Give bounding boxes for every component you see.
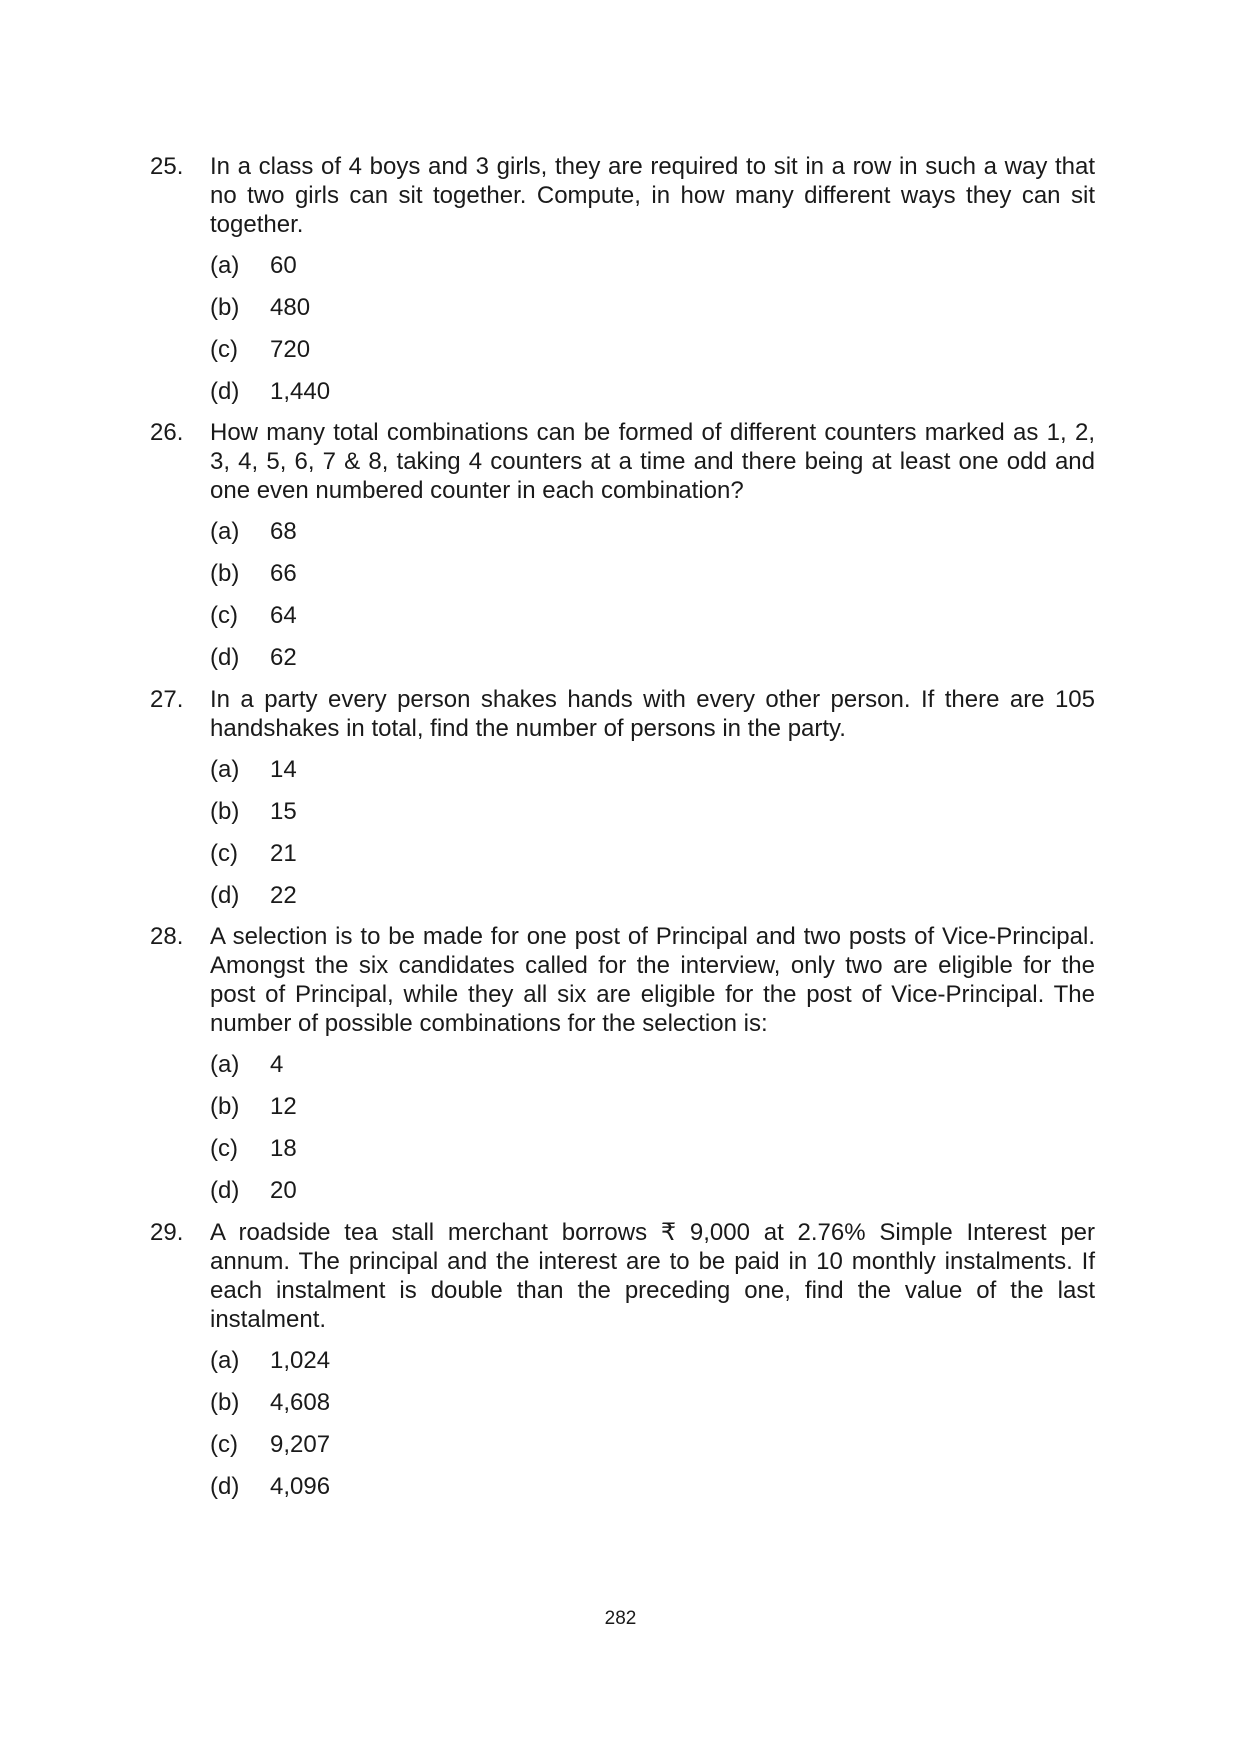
question-number: 25. xyxy=(150,153,184,180)
question-25 xyxy=(150,152,1095,419)
option-value: 20 xyxy=(270,1177,297,1204)
option-value: 1,024 xyxy=(270,1347,331,1374)
option-value: 4,096 xyxy=(270,1473,331,1500)
option-list xyxy=(210,1050,1095,1218)
question-header xyxy=(150,922,1095,1038)
option-a xyxy=(210,1346,1095,1388)
option-value: 21 xyxy=(270,840,297,867)
option-d xyxy=(210,1472,1095,1514)
question-text: A roadside tea stall merchant borrows ₹ 9,000 at 2.76% Simple Interest per annum. The principal and the interest are to be paid in 10 monthly instalments. If each instalment is double than the preceding one, find the value of the last instalment. xyxy=(210,1219,1095,1333)
option-label: (b) xyxy=(210,1389,240,1416)
option-value: 60 xyxy=(270,252,297,279)
question-text: In a party every person shakes hands with every other person. If there are 105 handshakes in total, find the number of persons in the party. xyxy=(210,686,1095,742)
option-c xyxy=(210,1134,1095,1176)
question-26 xyxy=(150,418,1095,685)
option-value: 64 xyxy=(270,602,297,629)
option-label: (d) xyxy=(210,378,240,405)
question-number: 27. xyxy=(150,686,184,713)
question-number: 28. xyxy=(150,923,184,950)
option-d xyxy=(210,1176,1095,1218)
option-b xyxy=(210,1388,1095,1430)
option-list xyxy=(210,251,1095,419)
option-value: 68 xyxy=(270,518,297,545)
option-value: 720 xyxy=(270,336,311,363)
question-header xyxy=(150,685,1095,743)
option-list xyxy=(210,1346,1095,1514)
option-c xyxy=(210,1430,1095,1472)
option-label: (c) xyxy=(210,336,238,363)
option-label: (a) xyxy=(210,518,240,545)
option-value: 12 xyxy=(270,1093,297,1120)
option-b xyxy=(210,1092,1095,1134)
option-b xyxy=(210,797,1095,839)
option-c xyxy=(210,839,1095,881)
question-number: 26. xyxy=(150,419,184,446)
option-c xyxy=(210,335,1095,377)
option-label: (d) xyxy=(210,1473,240,1500)
option-value: 9,207 xyxy=(270,1431,331,1458)
option-d xyxy=(210,881,1095,923)
question-header xyxy=(150,152,1095,239)
option-list xyxy=(210,517,1095,685)
option-value: 1,440 xyxy=(270,378,331,405)
option-d xyxy=(210,643,1095,685)
option-value: 4 xyxy=(270,1051,284,1078)
question-header xyxy=(150,418,1095,505)
option-label: (a) xyxy=(210,252,240,279)
option-d xyxy=(210,377,1095,419)
option-label: (b) xyxy=(210,560,240,587)
option-label: (a) xyxy=(210,756,240,783)
option-label: (b) xyxy=(210,1093,240,1120)
option-value: 66 xyxy=(270,560,297,587)
question-header xyxy=(150,1218,1095,1334)
option-value: 62 xyxy=(270,644,297,671)
question-28 xyxy=(150,922,1095,1218)
option-label: (c) xyxy=(210,840,238,867)
option-a xyxy=(210,1050,1095,1092)
option-label: (b) xyxy=(210,294,240,321)
option-value: 14 xyxy=(270,756,297,783)
option-value: 4,608 xyxy=(270,1389,331,1416)
option-value: 15 xyxy=(270,798,297,825)
option-a xyxy=(210,251,1095,293)
option-value: 480 xyxy=(270,294,311,321)
option-label: (b) xyxy=(210,798,240,825)
option-list xyxy=(210,755,1095,923)
option-value: 22 xyxy=(270,882,297,909)
question-27 xyxy=(150,685,1095,923)
option-c xyxy=(210,601,1095,643)
question-29 xyxy=(150,1218,1095,1514)
option-label: (c) xyxy=(210,1135,238,1162)
option-b xyxy=(210,559,1095,601)
question-text: In a class of 4 boys and 3 girls, they are required to sit in a row in such a way that no two girls can sit together. Compute, in how many different ways they can sit together. xyxy=(210,153,1095,238)
option-label: (d) xyxy=(210,1177,240,1204)
option-label: (c) xyxy=(210,1431,238,1458)
option-b xyxy=(210,293,1095,335)
option-label: (a) xyxy=(210,1051,240,1078)
option-label: (c) xyxy=(210,602,238,629)
option-a xyxy=(210,755,1095,797)
option-label: (a) xyxy=(210,1347,240,1374)
option-label: (d) xyxy=(210,882,240,909)
option-label: (d) xyxy=(210,644,240,671)
question-text: A selection is to be made for one post of Principal and two posts of Vice-Principal. Amongst the six candidates called for the interview, only two are eligible for the post of Principal, while they all six are eligible for the post of Vice-Principal. The number of possible combinations for the selection is: xyxy=(210,923,1095,1037)
page-number: 282 xyxy=(604,1608,637,1629)
question-number: 29. xyxy=(150,1219,184,1246)
question-text: How many total combinations can be formed of different counters marked as 1, 2, 3, 4, 5, 6, 7 & 8, taking 4 counters at a time and there being at least one odd and one even numbered counter in each combination? xyxy=(210,419,1095,504)
option-a xyxy=(210,517,1095,559)
option-value: 18 xyxy=(270,1135,297,1162)
